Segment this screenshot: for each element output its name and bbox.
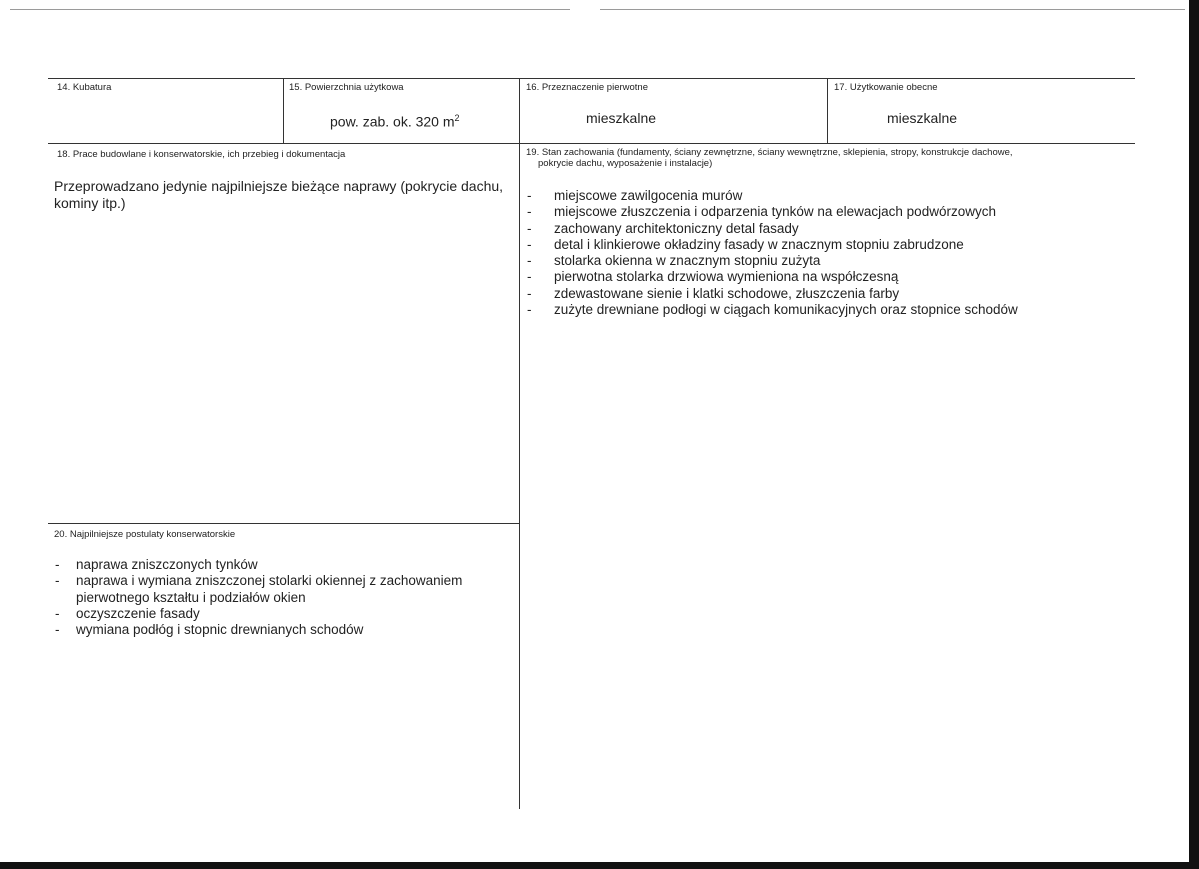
powierzchnia-text: pow. zab. ok. 320 m bbox=[330, 113, 455, 130]
list-item-text: miejscowe złuszczenia i odparzenia tynków na elewacjach podwórzowych bbox=[554, 204, 996, 220]
powierzchnia-label: 15. Powierzchnia użytkowa bbox=[289, 82, 404, 93]
list-item bbox=[52, 573, 516, 606]
section18-label: 18. Prace budowlane i konserwatorskie, ich przebieg i dokumentacja bbox=[57, 149, 346, 160]
col-divider-1 bbox=[283, 78, 284, 143]
list-item bbox=[52, 557, 516, 573]
list-item bbox=[527, 269, 1018, 285]
section18-text: Przeprowadzano jedynie najpilniejsze bieżące naprawy (pokrycie dachu, kominy itp.) bbox=[54, 178, 504, 211]
row-divider bbox=[48, 143, 1135, 144]
scan-edge-right bbox=[1189, 0, 1199, 869]
uzytkowanie-value: mieszkalne bbox=[887, 110, 958, 126]
list-item-text: oczyszczenie fasady bbox=[76, 605, 200, 621]
scan-edge-bottom bbox=[0, 862, 1199, 869]
bullet-dash: - bbox=[527, 285, 532, 301]
list-item bbox=[52, 622, 516, 638]
list-item-text: zdewastowane sienie i klatki schodowe, złuszczenia farby bbox=[554, 285, 900, 301]
bullet-dash: - bbox=[527, 302, 532, 318]
list-item-text: wymiana podłóg i stopnic drewnianych schodów bbox=[76, 622, 364, 638]
unit-superscript: 2 bbox=[454, 113, 460, 123]
list-item-text: naprawa i wymiana zniszczonej stolarki okiennej z zachowaniem pierwotnego kształtu i podziałów okien bbox=[76, 573, 463, 605]
przeznaczenie-label: 16. Przeznaczenie pierwotne bbox=[526, 82, 648, 93]
bullet-dash: - bbox=[55, 573, 60, 589]
list-item bbox=[527, 204, 1018, 220]
section19-label-line1: 19. Stan zachowania (fundamenty, ściany zewnętrzne, ściany wewnętrzne, sklepienia, stropy, konstrukcje dachowe, bbox=[526, 147, 1013, 158]
list-item bbox=[527, 188, 1018, 204]
bullet-dash: - bbox=[527, 236, 532, 252]
top-rule-left bbox=[10, 9, 570, 10]
col-divider-3 bbox=[827, 78, 828, 143]
bullet-dash: - bbox=[527, 204, 532, 220]
list-item-text: zużyte drewniane podłogi w ciągach komunikacyjnych oraz stopnice schodów bbox=[554, 302, 1018, 318]
bullet-dash: - bbox=[527, 220, 532, 236]
list-item bbox=[52, 606, 516, 622]
bullet-dash: - bbox=[527, 269, 532, 285]
section20-label: 20. Najpilniejsze postulaty konserwatorskie bbox=[54, 529, 236, 540]
bullet-dash: - bbox=[55, 557, 60, 572]
col-divider-main bbox=[519, 78, 520, 809]
list-item-text: miejscowe zawilgocenia murów bbox=[554, 188, 743, 203]
section19-list bbox=[527, 188, 1018, 318]
section20-list bbox=[52, 557, 516, 638]
section20-top-border bbox=[48, 523, 520, 524]
top-rule-right bbox=[600, 9, 1185, 10]
list-item-text: stolarka okienna w znacznym stopniu zużyta bbox=[554, 253, 821, 269]
bullet-dash: - bbox=[55, 622, 60, 638]
bullet-dash: - bbox=[527, 253, 532, 269]
bullet-dash: - bbox=[55, 605, 60, 621]
kubatura-label: 14. Kubatura bbox=[57, 82, 112, 93]
table-top-border bbox=[48, 78, 1135, 79]
list-item-text: pierwotna stolarka drzwiowa wymieniona na współczesną bbox=[554, 269, 899, 285]
powierzchnia-value bbox=[330, 110, 460, 130]
list-item bbox=[527, 302, 1018, 318]
list-item-text: zachowany architektoniczny detal fasady bbox=[554, 220, 799, 236]
list-item bbox=[527, 221, 1018, 237]
list-item-text: detal i klinkierowe okładziny fasady w znacznym stopniu zabrudzone bbox=[554, 236, 964, 252]
przeznaczenie-value: mieszkalne bbox=[586, 110, 657, 126]
list-item bbox=[527, 286, 1018, 302]
bullet-dash: - bbox=[527, 188, 532, 203]
section19-label-line2: pokrycie dachu, wyposażenie i instalacje) bbox=[538, 158, 713, 169]
uzytkowanie-label: 17. Użytkowanie obecne bbox=[834, 82, 938, 93]
list-item bbox=[527, 253, 1018, 269]
list-item-text: naprawa zniszczonych tynków bbox=[76, 557, 258, 572]
list-item bbox=[527, 237, 1018, 253]
